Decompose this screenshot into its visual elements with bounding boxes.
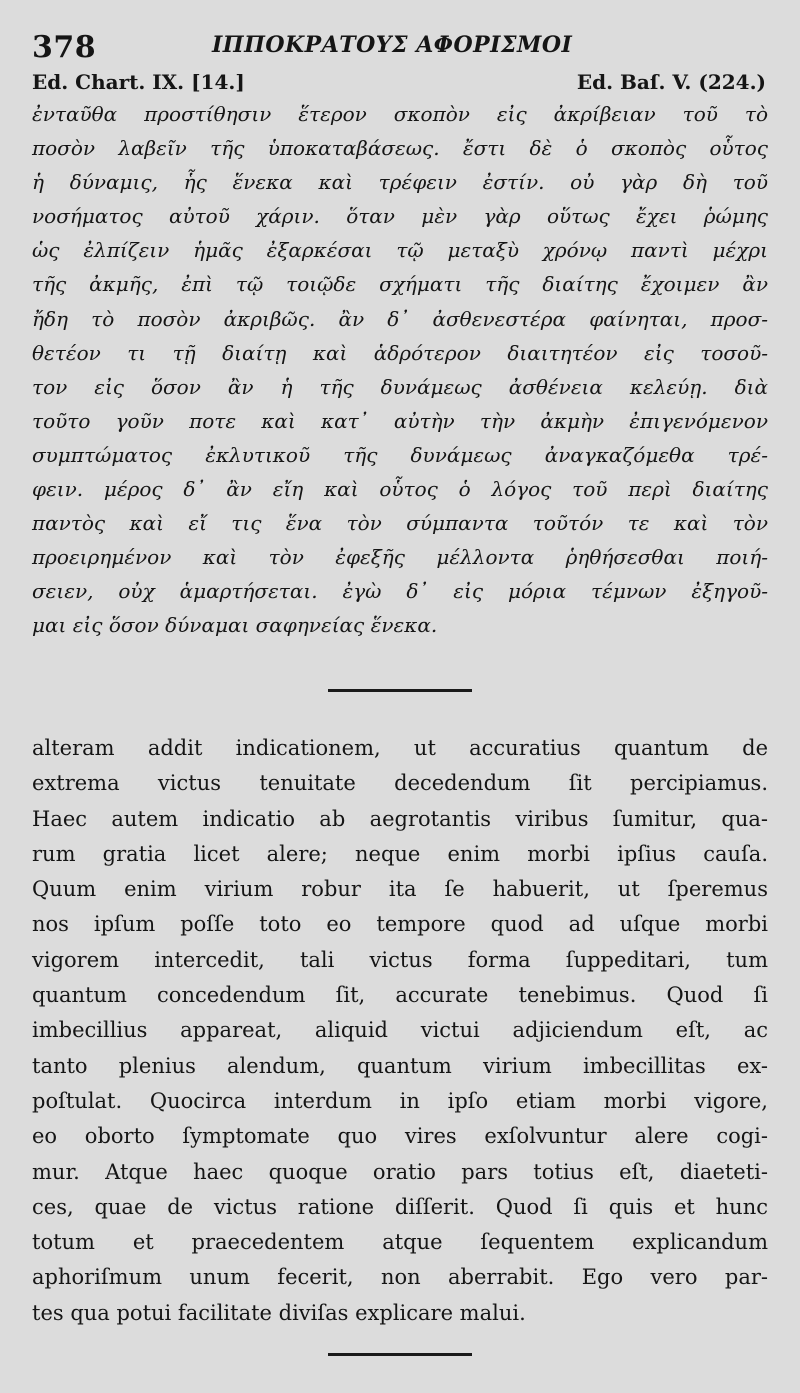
latin-line: Quum enim virium robur ita ſe habuerit, ut ſperemus: [32, 877, 768, 902]
greek-line: συμπτώματος ἐκλυτικοῦ τῆς δυνάμεως ἀναγκαζόμεθα τρέ-: [32, 442, 768, 467]
greek-line: τον εἰς ὅσον ἂν ἡ τῆς δυνάμεως ἀσθένεια κελεύῃ. διὰ: [32, 374, 768, 399]
latin-line: poſtulat. Quocirca interdum in ipſo etiam morbi vigore,: [32, 1088, 768, 1113]
edition-reference-basel: Ed. Baſ. V. (224.): [576, 70, 766, 94]
section-divider: [328, 689, 472, 692]
latin-line: rum gratia licet alere; neque enim morbi ipſius cauſa.: [32, 841, 768, 866]
latin-line: extrema victus tenuitate decedendum ſit percipiamus.: [32, 771, 768, 796]
greek-line: τῆς ἀκμῆς, ἐπὶ τῷ τοιῷδε σχήματι τῆς διαίτης ἔχοιμεν ἂν: [32, 272, 768, 297]
edition-reference-row: [32, 70, 766, 96]
latin-line: mur. Atque haec quoque oratio pars totius eſt, diaeteti-: [32, 1159, 768, 1184]
latin-line: alteram addit indicationem, ut accuratius quantum de: [32, 736, 768, 760]
running-title: ΙΠΠΟΚΡΑΤΟΥΣ ΑΦΟΡΙΣΜΟΙ: [212, 32, 573, 58]
greek-line: φειν. μέρος δ᾽ ἂν εἴη καὶ οὗτος ὁ λόγος τοῦ περὶ διαίτης: [32, 477, 768, 502]
latin-line: tes qua potui facilitate diviſas explicare malui.: [32, 1300, 526, 1325]
latin-line: tanto plenius alendum, quantum virium imbecillitas ex-: [32, 1053, 768, 1078]
page-number: 378: [32, 30, 97, 65]
greek-line: θετέον τι τῇ διαίτῃ καὶ ἁδρότερον διαιτητέον εἰς τοσοῦ-: [32, 340, 768, 365]
greek-paragraph: [32, 97, 768, 643]
greek-line: σειεν, οὐχ ἁμαρτήσεται. ἐγὼ δ᾽ εἰς μόρια τέμνων ἐξηγοῦ-: [32, 579, 768, 604]
latin-line: eo oborto ſymptomate quo vires exſolvuntur alere cogi-: [32, 1124, 768, 1149]
greek-line: ποσὸν λαβεῖν τῆς ὑποκαταβάσεως. ἔστι δὲ ὁ σκοπὸς οὗτος: [32, 136, 768, 161]
latin-line: ces, quae de victus ratione diſſerit. Quod ſi quis et hunc: [32, 1194, 768, 1219]
greek-line: παντὸς καὶ εἴ τις ἕνα τὸν σύμπαντα τοῦτόν τε καὶ τὸν: [32, 511, 768, 536]
latin-line: aphoriſmum unum fecerit, non aberrabit. Ego vero par-: [32, 1265, 768, 1290]
latin-line: vigorem intercedit, tali victus forma ſuppeditari, tum: [32, 947, 768, 972]
edition-reference-chartier: Ed. Chart. IX. [14.]: [32, 70, 245, 94]
greek-line: ἐνταῦθα προστίθησιν ἕτερον σκοπὸν εἰς ἀκρίβειαν τοῦ τὸ: [32, 102, 768, 126]
greek-line: μαι εἰς ὅσον δύναμαι σαφηνείας ἕνεκα.: [32, 613, 438, 638]
latin-paragraph: [32, 731, 768, 1331]
latin-line: imbecillius appareat, aliquid victui adjiciendum eſt, ac: [32, 1018, 768, 1043]
latin-line: nos ipſum poſſe toto eo tempore quod ad uſque morbi: [32, 912, 768, 937]
greek-line: ἤδη τὸ ποσὸν ἀκριβῶς. ἂν δ᾽ ἀσθενεστέρα φαίνηται, προσ-: [32, 306, 768, 331]
greek-line: προειρημένον καὶ τὸν ἐφεξῆς μέλλοντα ῥηθήσεσθαι ποιή-: [32, 545, 768, 570]
greek-line: ἡ δύναμις, ἧς ἕνεκα καὶ τρέφειν ἐστίν. οὐ γὰρ δὴ τοῦ: [32, 170, 768, 195]
page-end-divider: [328, 1353, 472, 1356]
greek-line: τοῦτο γοῦν ποτε καὶ κατ᾽ αὐτὴν τὴν ἀκμὴν ἐπιγενόμενον: [32, 408, 768, 433]
latin-line: totum et praecedentem atque ſequentem explicandum: [32, 1230, 768, 1255]
latin-line: Haec autem indicatio ab aegrotantis viribus ſumitur, qua-: [32, 806, 768, 831]
greek-line: ὡς ἐλπίζειν ἡμᾶς ἐξαρκέσαι τῷ μεταξὺ χρόνῳ παντὶ μέχρι: [32, 238, 768, 263]
greek-line: νοσήματος αὐτοῦ χάριν. ὅταν μὲν γὰρ οὕτως ἔχει ῥώμης: [32, 204, 768, 229]
running-head: [32, 30, 768, 68]
latin-line: quantum concedendum ſit, accurate tenebimus. Quod ſi: [32, 983, 768, 1008]
